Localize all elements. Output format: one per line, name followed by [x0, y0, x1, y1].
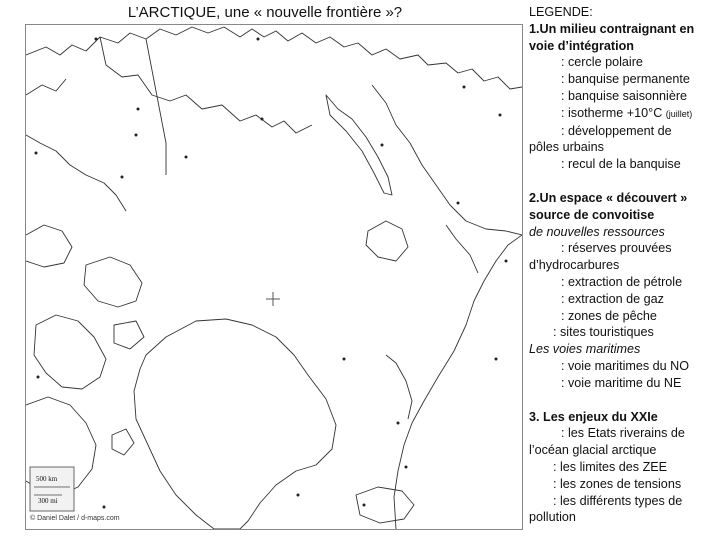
section3-title: 3. Les enjeux du XXIe: [529, 409, 658, 424]
legend-item-cercle-polaire: : cercle polaire: [561, 55, 643, 70]
legend-heading: LEGENDE:: [529, 5, 593, 19]
taymyr-coast: [100, 37, 312, 133]
legend-item-poles-urbains: pôles urbains: [529, 140, 604, 155]
legend-item-banquise-saisonniere: : banquise saisonnière: [561, 88, 688, 103]
map-credit: © Daniel Dalet / d-maps.com: [30, 515, 120, 522]
arctic-map: [25, 24, 523, 530]
legend-item-pollution-types: : les différents types de: [553, 493, 683, 508]
page-title: L’ARCTIQUE, une « nouvelle frontière »?: [127, 4, 403, 21]
section2-sub-voies: Les voies maritimes: [529, 342, 641, 357]
section2-title-b: source de convoitise: [529, 207, 655, 222]
canada-islands: [34, 315, 106, 389]
legend-panel: [529, 4, 719, 526]
legend-item-ocean-glacial: l’océan glacial arctique: [529, 443, 657, 458]
legend-item-isotherme: [529, 105, 719, 123]
city-dots: [35, 38, 508, 509]
legend-item-reserves: : réserves prouvées: [561, 241, 672, 256]
section1-title-a: 1.Un milieu contraignant en: [529, 21, 695, 36]
legend-item-etats-riverains: : les Etats riverains de: [561, 426, 685, 441]
legend-item-voie-ne: : voie maritime du NE: [561, 375, 682, 390]
legend-item-pollution: pollution: [529, 510, 576, 525]
legend-item-tensions: : les zones de tensions: [553, 476, 682, 491]
isotherme-note: (juillet): [665, 108, 693, 119]
map-outline: [26, 25, 522, 529]
scale-mi: 300 mi: [38, 497, 58, 505]
legend-item-gaz: : extraction de gaz: [561, 291, 664, 306]
greenland: [134, 319, 336, 529]
scandinavia-coast: [394, 235, 522, 529]
siberia-coast: [26, 27, 522, 89]
scale-km: 500 km: [36, 475, 58, 483]
north-pole-marker: [266, 292, 280, 306]
legend-item-zee: : les limites des ZEE: [553, 459, 668, 474]
svalbard: [366, 221, 408, 261]
isotherme-label: : isotherme +10°C: [561, 105, 663, 120]
legend-item-sites-touristiques: : sites touristiques: [553, 325, 654, 340]
legend-item-hydrocarbures: d’hydrocarbures: [529, 258, 620, 273]
legend-item-voie-no: : voie maritimes du NO: [561, 358, 690, 373]
legend-item-recul-banquise: : recul de la banquise: [561, 157, 681, 172]
legend-item-peche: : zones de pêche: [561, 308, 657, 323]
legend-item-developpement: : développement de: [561, 123, 672, 138]
alaska-coast: [26, 135, 126, 211]
legend-item-banquise-permanente: : banquise permanente: [561, 72, 690, 87]
section1-title-b: voie d’intégration: [529, 38, 634, 53]
legend-item-petrole: : extraction de pétrole: [561, 274, 683, 289]
section2-sub-ressources: de nouvelles ressources: [529, 224, 665, 239]
section2-title-a: 2.Un espace « découvert »: [529, 190, 688, 205]
